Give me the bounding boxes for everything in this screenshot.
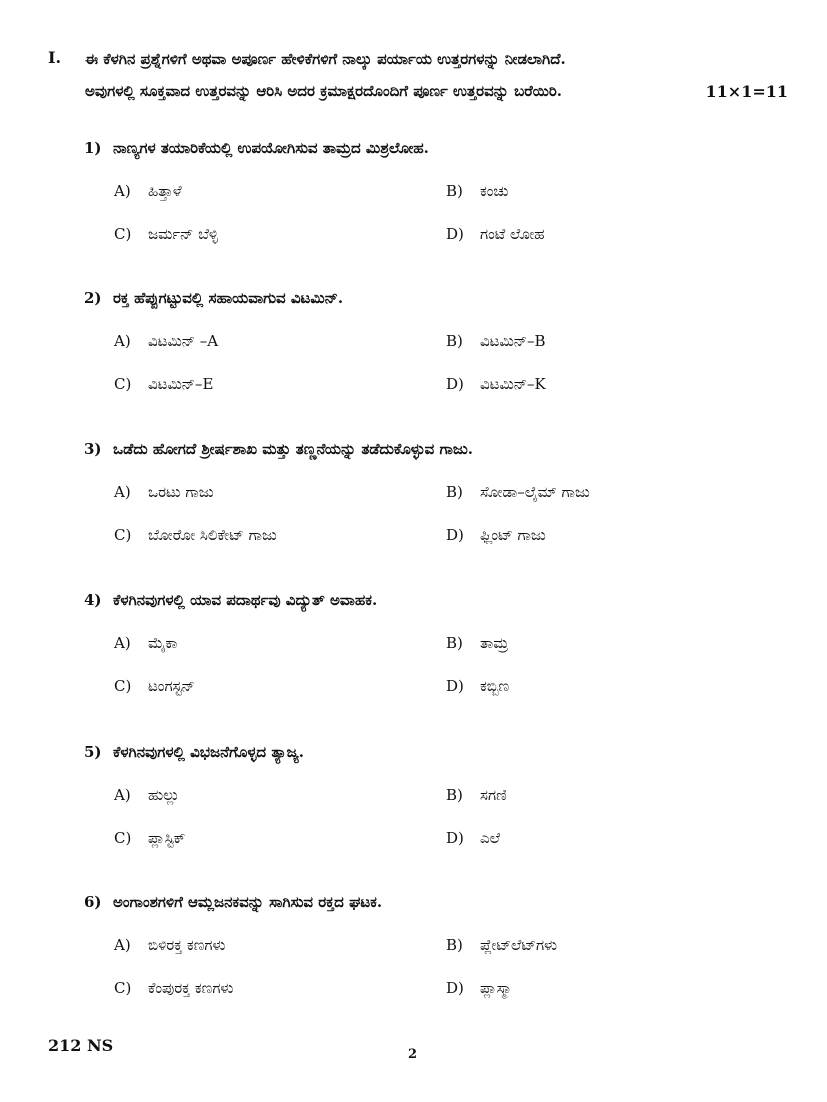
option-label: B) [446, 332, 463, 350]
option-b [446, 936, 557, 954]
option-a [114, 634, 177, 652]
option-d [446, 677, 509, 695]
option-d [446, 526, 546, 544]
section-instruction-line-1: ಈ ಕೆಳಗಿನ ಪ್ರಶ್ನೆಗಳಿಗೆ ಅಥವಾ ಅಪೂರ್ಣ ಹೇಳಿಕೆಗಳಿಗೆ ನಾಲ್ಕು ಪರ್ಯಾಯ ಉತ್ತರಗಳನ್ನು ನೀಡಲಾಗಿದೆ. [85, 50, 566, 68]
option-d [446, 829, 500, 847]
option-label: D) [446, 526, 464, 544]
option-label: D) [446, 225, 464, 243]
option-label: C) [114, 677, 132, 695]
paper-code: 212 NS [48, 1036, 114, 1055]
option-text: ಪ್ಲೇಟ್‌ಲೆಟ್‌ಗಳು [480, 936, 558, 954]
option-text: ಕೆಂಪುರಕ್ತ ಕಣಗಳು [148, 979, 234, 997]
question-text: ರಕ್ತ ಹೆಪ್ಪುಗಟ್ಟುವಲ್ಲಿ ಸಹಾಯವಾಗುವ ವಿಟಮಿನ್. [113, 289, 344, 307]
option-text: ಪ್ಲಾಸ್ಟಿಕ್ [148, 829, 186, 847]
option-label: B) [446, 786, 463, 804]
option-b [446, 786, 507, 804]
option-c [114, 829, 185, 847]
option-label: A) [114, 182, 131, 200]
option-label: B) [446, 936, 463, 954]
option-c [114, 375, 213, 393]
option-text: ಸಗಣಿ [480, 786, 507, 804]
option-b [446, 182, 508, 200]
option-label: A) [114, 634, 131, 652]
section-instruction-line-2: ಅವುಗಳಲ್ಲಿ ಸೂಕ್ತವಾದ ಉತ್ತರವನ್ನು ಆರಿಸಿ ಅದರ ಕ್ರಮಾಕ್ಷರದೊಂದಿಗೆ ಪೂರ್ಣ ಉತ್ತರವನ್ನು ಬರೆಯಿರಿ. [85, 82, 563, 100]
question-number: 4) [84, 591, 102, 609]
section-marks: 11×1=11 [705, 82, 788, 101]
option-d [446, 225, 545, 243]
option-d [446, 979, 512, 997]
option-text: ಟಂಗಸ್ಟನ್ [148, 677, 195, 695]
option-label: C) [114, 375, 132, 393]
option-c [114, 526, 277, 544]
option-label: A) [114, 332, 131, 350]
option-label: C) [114, 225, 132, 243]
option-text: ಒರಟು ಗಾಜು [148, 483, 214, 501]
question-number: 5) [84, 743, 102, 761]
option-text: ವಿಟಮಿನ್–E [148, 375, 214, 393]
option-c [114, 225, 218, 243]
option-text: ಪ್ಲಾಸ್ಮಾ [480, 979, 512, 997]
option-text: ಜರ್ಮನ್ ಬೆಳ್ಳಿ [148, 225, 219, 243]
option-text: ಮೈಕಾ [148, 634, 178, 652]
option-text: ಹಿತ್ತಾಳೆ [148, 182, 182, 200]
page-number: 2 [408, 1047, 418, 1062]
option-text: ಕಂಚು [480, 182, 509, 200]
option-label: D) [446, 829, 464, 847]
option-b [446, 634, 508, 652]
section-number: I. [48, 48, 62, 67]
option-text: ಬಿಳಿರಕ್ತ ಕಣಗಳು [148, 936, 226, 954]
option-label: D) [446, 375, 464, 393]
option-label: B) [446, 634, 463, 652]
question-text: ಕೆಳಗಿನವುಗಳಲ್ಲಿ ವಿಭಜನೆಗೊಳ್ಳದ ತ್ಯಾಜ್ಯ. [113, 743, 305, 761]
option-text: ಕಬ್ಬಿಣ [480, 677, 510, 695]
option-text: ಎಲೆ [480, 829, 500, 847]
option-label: D) [446, 677, 464, 695]
option-label: C) [114, 979, 132, 997]
option-text: ಗಂಟೆ ಲೋಹ [480, 225, 545, 243]
option-text: ಬೋರೋ ಸಿಲಿಕೇಟ್ ಗಾಜು [148, 526, 277, 544]
option-label: C) [114, 829, 132, 847]
option-text: ತಾಮ್ರ [480, 634, 509, 652]
option-b [446, 332, 546, 350]
option-text: ವಿಟಮಿನ್ –A [148, 332, 219, 350]
option-text: ಫ್ಲಿಂಟ್ ಗಾಜು [480, 526, 546, 544]
option-b [446, 483, 590, 501]
option-a [114, 182, 182, 200]
option-label: A) [114, 483, 131, 501]
question-text: ಅಂಗಾಂಶಗಳಿಗೆ ಆಮ್ಲಜನಕವನ್ನು ಸಾಗಿಸುವ ರಕ್ತದ ಘಟಕ. [113, 893, 383, 911]
question-text: ನಾಣ್ಯಗಳ ತಯಾರಿಕೆಯಲ್ಲಿ ಉಪಯೋಗಿಸುವ ತಾಮ್ರದ ಮಿಶ್ರಲೋಹ. [113, 139, 429, 157]
question-text: ಒಡೆದು ಹೋಗದೆ ಶ್ರೀರ್ಷಶಾಖ ಮತ್ತು ತಣ್ಣನೆಯನ್ನು ತಡೆದುಕೊಳ್ಳುವ ಗಾಜು. [113, 440, 474, 458]
option-text: ಹುಲ್ಲು [148, 786, 180, 804]
option-a [114, 786, 179, 804]
option-a [114, 936, 225, 954]
option-c [114, 677, 195, 695]
question-number: 2) [84, 289, 102, 307]
question-number: 3) [84, 440, 102, 458]
option-label: B) [446, 483, 463, 501]
option-d [446, 375, 546, 393]
option-a [114, 483, 214, 501]
option-label: D) [446, 979, 464, 997]
option-label: A) [114, 786, 131, 804]
option-text: ವಿಟಮಿನ್–B [480, 332, 546, 350]
option-text: ವಿಟಮಿನ್–K [480, 375, 546, 393]
option-text: ಸೋಡಾ–ಲೈಮ್ ಗಾಜು [480, 483, 590, 501]
option-label: C) [114, 526, 132, 544]
option-label: A) [114, 936, 131, 954]
option-a [114, 332, 218, 350]
question-number: 6) [84, 893, 102, 911]
option-c [114, 979, 233, 997]
option-label: B) [446, 182, 463, 200]
question-number: 1) [84, 139, 102, 157]
question-text: ಕೆಳಗಿನವುಗಳಲ್ಲಿ ಯಾವ ಪದಾರ್ಥವು ವಿದ್ಯುತ್ ಅವಾಹಕ. [113, 591, 378, 609]
